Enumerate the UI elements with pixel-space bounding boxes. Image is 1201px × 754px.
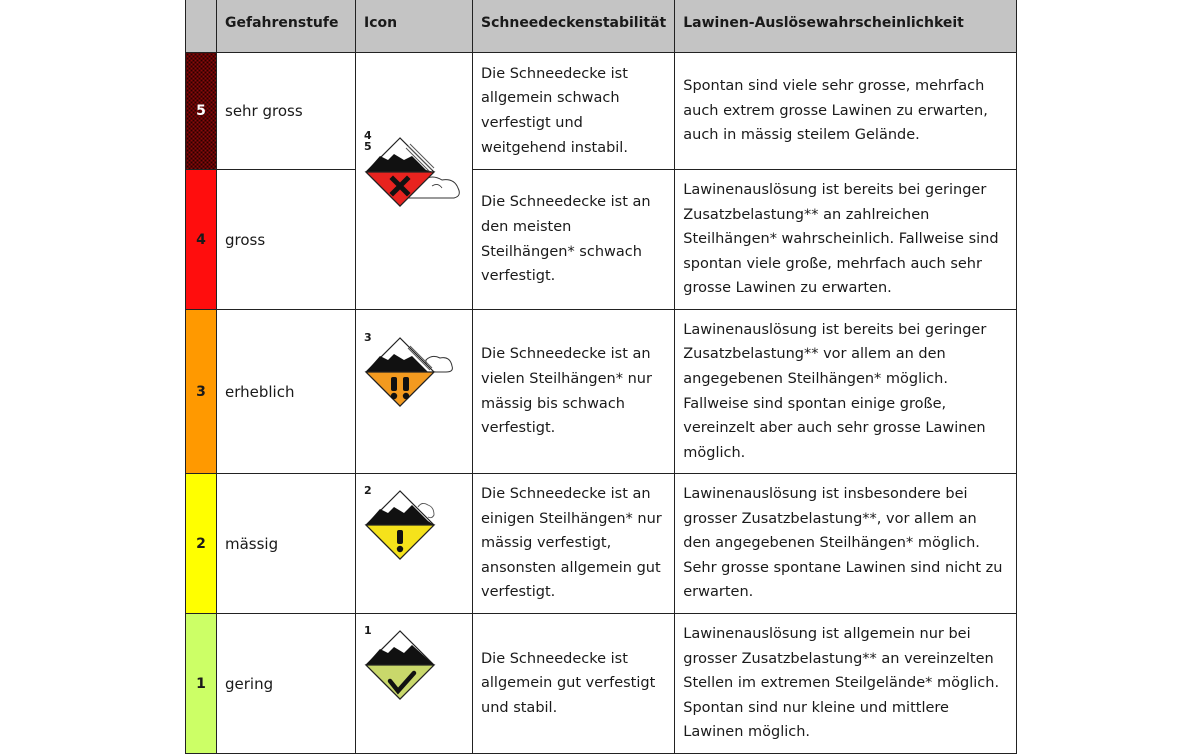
level-name: mässig xyxy=(217,474,356,614)
stability-text: Die Schneedecke ist allgemein schwach verfestigt und weitgehend instabil. xyxy=(473,53,675,170)
table-row-level-1 xyxy=(186,614,1017,754)
table-row-level-4 xyxy=(186,170,1017,310)
avalanche-danger-icon-3 xyxy=(362,332,472,422)
header-schneedeckenstabilitaet: Schneedeckenstabilität xyxy=(473,0,675,53)
likelihood-text: Lawinenauslösung ist bereits bei geringer Zusatzbelastung** an zahlreichen Steilhängen* wahrscheinlich. Fallweise sind spontan viele große, mehrfach auch sehr grosse Lawinen zu erwarten. xyxy=(675,170,1017,310)
likelihood-text: Lawinenauslösung ist insbesondere bei grosser Zusatzbelastung**, vor allem an den angegebenen Steilhängen* möglich. Sehr grosse spontane Lawinen sind nicht zu erwarten. xyxy=(675,474,1017,614)
header-gefahrenstufe: Gefahrenstufe xyxy=(217,0,356,53)
stability-text: Die Schneedecke ist an einigen Steilhängen* nur mässig verfestigt, ansonsten allgemein gut verfestigt. xyxy=(473,474,675,614)
stability-text: Die Schneedecke ist an den meisten Steilhängen* schwach verfestigt. xyxy=(473,170,675,310)
table-row-level-2 xyxy=(186,474,1017,614)
icon-cell-level-4-5 xyxy=(356,53,473,310)
icon-level-label: 2 xyxy=(364,483,372,497)
level-badge-4: 4 xyxy=(186,170,217,310)
level-badge-5: 5 xyxy=(186,53,217,170)
avalanche-danger-icon-4-5 xyxy=(362,130,472,220)
avalanche-danger-icon-2 xyxy=(362,485,472,575)
header-icon: Icon xyxy=(356,0,473,53)
icon-cell-level-3 xyxy=(356,310,473,474)
avalanche-danger-scale-table xyxy=(185,0,1017,754)
icon-level-label: 3 xyxy=(364,330,372,344)
level-badge-2: 2 xyxy=(186,474,217,614)
level-name: gering xyxy=(217,614,356,754)
avalanche-danger-icon-1 xyxy=(362,625,472,715)
level-badge-3: 3 xyxy=(186,310,217,474)
icon-cell-level-2 xyxy=(356,474,473,614)
header-level-color xyxy=(186,0,217,53)
icon-level-label: 4 5 xyxy=(364,129,372,153)
likelihood-text: Spontan sind viele sehr grosse, mehrfach auch extrem grosse Lawinen zu erwarten, auch in mässig steilem Gelände. xyxy=(675,53,1017,170)
level-name: sehr gross xyxy=(217,53,356,170)
header-ausloesewahrscheinlichkeit: Lawinen-Auslösewahrscheinlichkeit xyxy=(675,0,1017,53)
stability-text: Die Schneedecke ist an vielen Steilhängen* nur mässig bis schwach verfestigt. xyxy=(473,310,675,474)
table-row-level-3 xyxy=(186,310,1017,474)
header-row xyxy=(186,0,1017,53)
likelihood-text: Lawinenauslösung ist allgemein nur bei grosser Zusatzbelastung** an vereinzelten Stellen im extremen Steilgelände* möglich. Spontan sind nur kleine und mittlere Lawinen möglich. xyxy=(675,614,1017,754)
likelihood-text: Lawinenauslösung ist bereits bei geringer Zusatzbelastung** vor allem an den angegebenen Steilhängen* möglich. Fallweise sind spontan einige große, vereinzelt aber auch sehr grosse Lawinen möglich. xyxy=(675,310,1017,474)
table-row-level-5 xyxy=(186,53,1017,170)
level-name: gross xyxy=(217,170,356,310)
icon-cell-level-1 xyxy=(356,614,473,754)
level-badge-1: 1 xyxy=(186,614,217,754)
stability-text: Die Schneedecke ist allgemein gut verfestigt und stabil. xyxy=(473,614,675,754)
level-name: erheblich xyxy=(217,310,356,474)
icon-level-label: 1 xyxy=(364,623,372,637)
